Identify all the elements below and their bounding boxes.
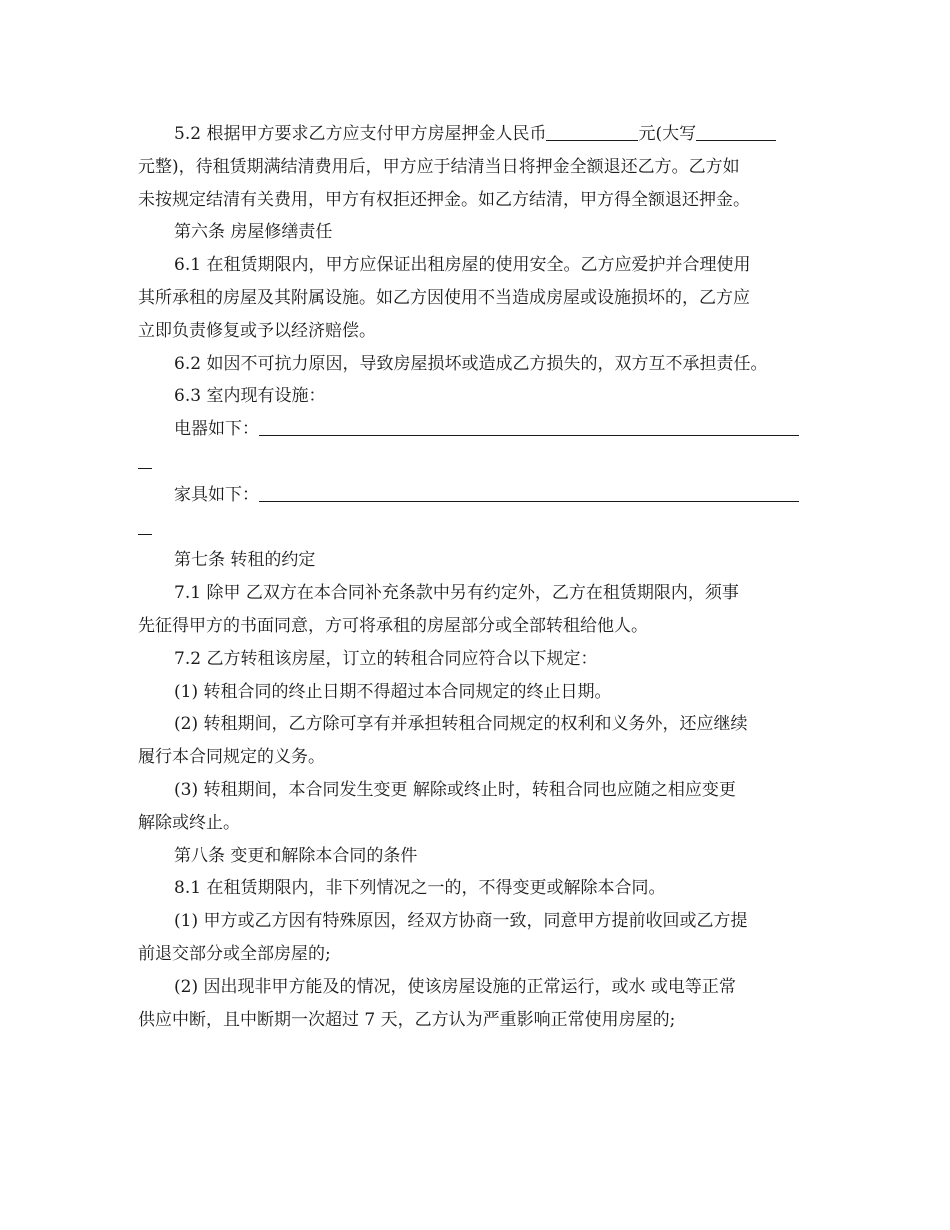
clause-7-1-line-1: 7.1 除甲 乙双方在本合同补充条款中另有约定外，乙方在租赁期限内，须事	[174, 583, 739, 604]
clause-5-2-line-2: 元整)，待租赁期满结清费用后，甲方应于结清当日将押金全额退还乙方。乙方如	[138, 156, 740, 177]
appliances-line	[138, 413, 818, 446]
furniture-blank-tail	[138, 516, 152, 535]
furniture-blank-continuation	[138, 512, 818, 545]
clause-8-1-item-2-line-2: 供应中断，且中断期一次超过 7 天，乙方认为严重影响正常使用房屋的;	[138, 1009, 676, 1030]
clause-8-1: 8.1 在租赁期限内，非下列情况之一的，不得变更或解除本合同。	[174, 878, 666, 899]
clause-7-2-item-3-line-2: 解除或终止。	[138, 812, 240, 833]
clause-5-2-line-1	[138, 118, 818, 151]
clause-6-1-line-2: 其所承租的房屋及其附属设施。如乙方因使用不当造成房屋或设施损坏的，乙方应	[138, 287, 750, 308]
article-8-heading: 第八条 变更和解除本合同的条件	[174, 845, 418, 866]
clause-8-1-item-1-line-1: (1) 甲方或乙方因有特殊原因，经双方协商一致，同意甲方提前收回或乙方提	[174, 911, 748, 932]
appliances-blank	[259, 417, 799, 436]
clause-8-1-item-1-line-2: 前退交部分或全部房屋的;	[138, 943, 331, 964]
appliances-blank-tail	[138, 450, 152, 469]
clause-6-1-line-1: 6.1 在租赁期限内，甲方应保证出租房屋的使用安全。乙方应爱护并合理使用	[174, 255, 751, 276]
clause-8-1-item-2-line-1: (2) 因出现非甲方能及的情况，使该房屋设施的正常运行，或水 或电等正常	[174, 976, 736, 997]
clause-7-2: 7.2 乙方转租该房屋，订立的转租合同应符合以下规定：	[174, 648, 598, 669]
furniture-label: 家具如下：	[174, 484, 259, 505]
clause-6-2: 6.2 如因不可抗力原因，导致房屋损坏或造成乙方损失的，双方互不承担责任。	[174, 353, 768, 374]
clause-6-3: 6.3 室内现有设施：	[174, 386, 326, 407]
contract-body	[138, 118, 818, 1036]
appliances-label: 电器如下：	[174, 419, 259, 440]
clause-7-2-item-3-line-1: (3) 转租期间，本合同发生变更 解除或终止时，转租合同也应随之相应变更	[174, 779, 736, 800]
clause-7-2-item-1: (1) 转租合同的终止日期不得超过本合同规定的终止日期。	[174, 681, 612, 702]
article-6-heading: 第六条 房屋修缮责任	[174, 222, 333, 243]
deposit-amount-blank	[546, 122, 638, 141]
appliances-blank-continuation	[138, 446, 818, 479]
text-segment: 5.2 根据甲方要求乙方应支付甲方房屋押金人民币	[174, 124, 547, 144]
deposit-amount-words-blank	[696, 122, 776, 141]
clause-6-1-line-3: 立即负责修复或予以经济赔偿。	[138, 320, 376, 341]
furniture-blank	[259, 483, 799, 502]
clause-7-2-item-2-line-1: (2) 转租期间，乙方除可享有并承担转租合同规定的权利和义务外，还应继续	[174, 714, 748, 735]
article-7-heading: 第七条 转租的约定	[174, 550, 316, 571]
furniture-line	[138, 479, 818, 512]
text-segment: 元(大写	[638, 124, 697, 144]
clause-7-2-item-2-line-2: 履行本合同规定的义务。	[138, 747, 325, 768]
clause-7-1-line-2: 先征得甲方的书面同意，方可将承租的房屋部分或全部转租给他人。	[138, 615, 648, 636]
clause-5-2-line-3: 未按规定结清有关费用，甲方有权拒还押金。如乙方结清，甲方得全额退还押金。	[138, 189, 750, 210]
